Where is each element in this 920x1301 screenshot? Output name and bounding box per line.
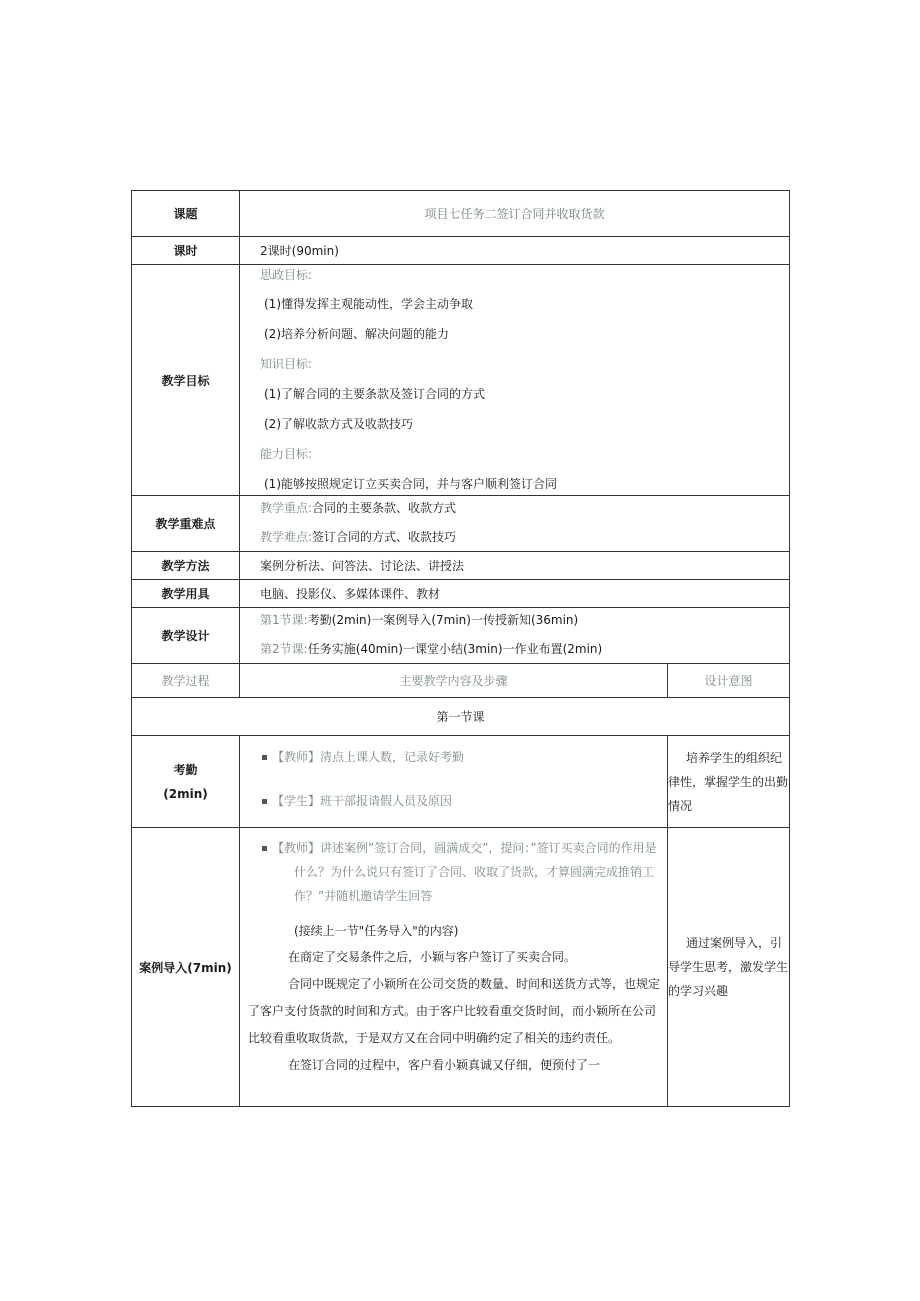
objective-item: (2)培养分析问题、解决问题的能力 (264, 327, 449, 341)
bullet-icon (262, 799, 267, 804)
topic-label: 课题 (132, 191, 240, 237)
attendance-student-item (240, 789, 667, 813)
process-header-col3: 设计意图 (668, 664, 790, 698)
difficulty-text: 签订合同的方式、收款技巧 (312, 530, 457, 544)
bullet-icon (262, 846, 267, 851)
methods-label: 教学方法 (132, 552, 240, 580)
process-header-row (132, 664, 790, 698)
page-title: 项目七任务二签订合同并收取货款 (240, 191, 790, 237)
case-intro-row (132, 828, 790, 1107)
process-header-col1: 教学过程 (132, 664, 240, 698)
topic-row (132, 191, 790, 237)
ability-heading: 能力目标: (260, 447, 313, 461)
case-sub-heading: (接续上一节"任务导入"的内容) (294, 924, 459, 938)
tools-text: 电脑、投影仪、多媒体课件、教材 (260, 587, 441, 601)
objective-item: (1)了解合同的主要条款及签订合同的方式 (264, 387, 485, 401)
objective-item: (2)了解收款方式及收款技巧 (264, 417, 413, 431)
hours-label: 课时 (132, 237, 240, 265)
attendance-student-text: 【学生】班干部报请假人员及原因 (272, 794, 453, 808)
process-header-col2: 主要教学内容及步骤 (240, 664, 668, 698)
case-intro-label: 案例导入(7min) (132, 828, 240, 1107)
objectives-label: 教学目标 (132, 265, 240, 496)
hours-value: 2课时(90min) (260, 244, 339, 258)
focus-label: 教学重点: (260, 501, 313, 515)
lesson1-text: 考勤(2min)一案例导入(7min)一传授新知(36min) (307, 613, 579, 627)
focus-line (260, 496, 789, 522)
difficulty-line (260, 522, 789, 550)
case-intro-intent: 通过案例导入，引导学生思考，激发学生的学习兴趣 (668, 828, 790, 1107)
case-paragraph: 合同中既规定了小颖所在公司交货的数量、时间和送货方式等，也规定了客户支付货款的时间和方式。由于客户比较看重交货时间，而小颖所在公司比较看重收取货款，于是双方又在合同中明确约定了相关的违约责任。 (248, 977, 661, 1045)
lesson2-label: 第2节课: (260, 642, 308, 656)
methods-text: 案例分析法、问答法、讨论法、讲授法 (260, 559, 465, 573)
focus-text: 合同的主要条款、收款方式 (312, 501, 457, 515)
design-label: 教学设计 (132, 608, 240, 664)
attendance-row (132, 736, 790, 828)
lesson2-line (260, 634, 789, 662)
key-points-label: 教学重难点 (132, 496, 240, 552)
political-heading: 思政目标: (260, 268, 313, 282)
case-paragraph: 在商定了交易条件之后，小颖与客户签订了买卖合同。 (288, 950, 577, 964)
lesson1-line (260, 608, 789, 634)
tools-row (132, 580, 790, 608)
section-title: 第一节课 (132, 698, 790, 736)
attendance-label (132, 736, 240, 828)
difficulty-label: 教学难点: (260, 530, 313, 544)
section-row (132, 698, 790, 736)
attendance-teacher-text: 【教师】清点上课人数，记录好考勤 (272, 750, 465, 764)
lesson-plan-table (131, 190, 790, 1107)
objectives-row (132, 265, 790, 496)
case-teacher-item (240, 836, 667, 908)
key-points-row (132, 496, 790, 552)
methods-row (132, 552, 790, 580)
lesson2-text: 任务实施(40min)一课堂小结(3min)一作业布置(2min) (307, 642, 603, 656)
lesson1-label: 第1节课: (260, 613, 308, 627)
objective-item: (1)能够按照规定订立买卖合同，并与客户顺利签订合同 (264, 477, 558, 491)
design-row (132, 608, 790, 664)
objective-item: (1)懂得发挥主观能动性，学会主动争取 (264, 297, 473, 311)
attendance-teacher-item (240, 745, 667, 769)
tools-label: 教学用具 (132, 580, 240, 608)
attendance-intent: 培养学生的组织纪律性，掌握学生的出勤情况 (668, 736, 790, 828)
attendance-label-line1: 考勤 (173, 762, 198, 777)
knowledge-heading: 知识目标: (260, 357, 313, 371)
bullet-icon (262, 755, 267, 760)
attendance-label-line2: (2min) (163, 786, 208, 801)
case-teacher-text: 【教师】讲述案例”签订合同，圆满成交”，提问：”签订买卖合同的作用是什么？为什么说只有签订了合同、收取了货款，才算圆满完成推销工作？”并随机邀请学生回答 (272, 841, 657, 903)
hours-row (132, 237, 790, 265)
case-paragraph: 在签订合同的过程中，客户看小颖真诚又仔细，便预付了一 (288, 1058, 601, 1072)
